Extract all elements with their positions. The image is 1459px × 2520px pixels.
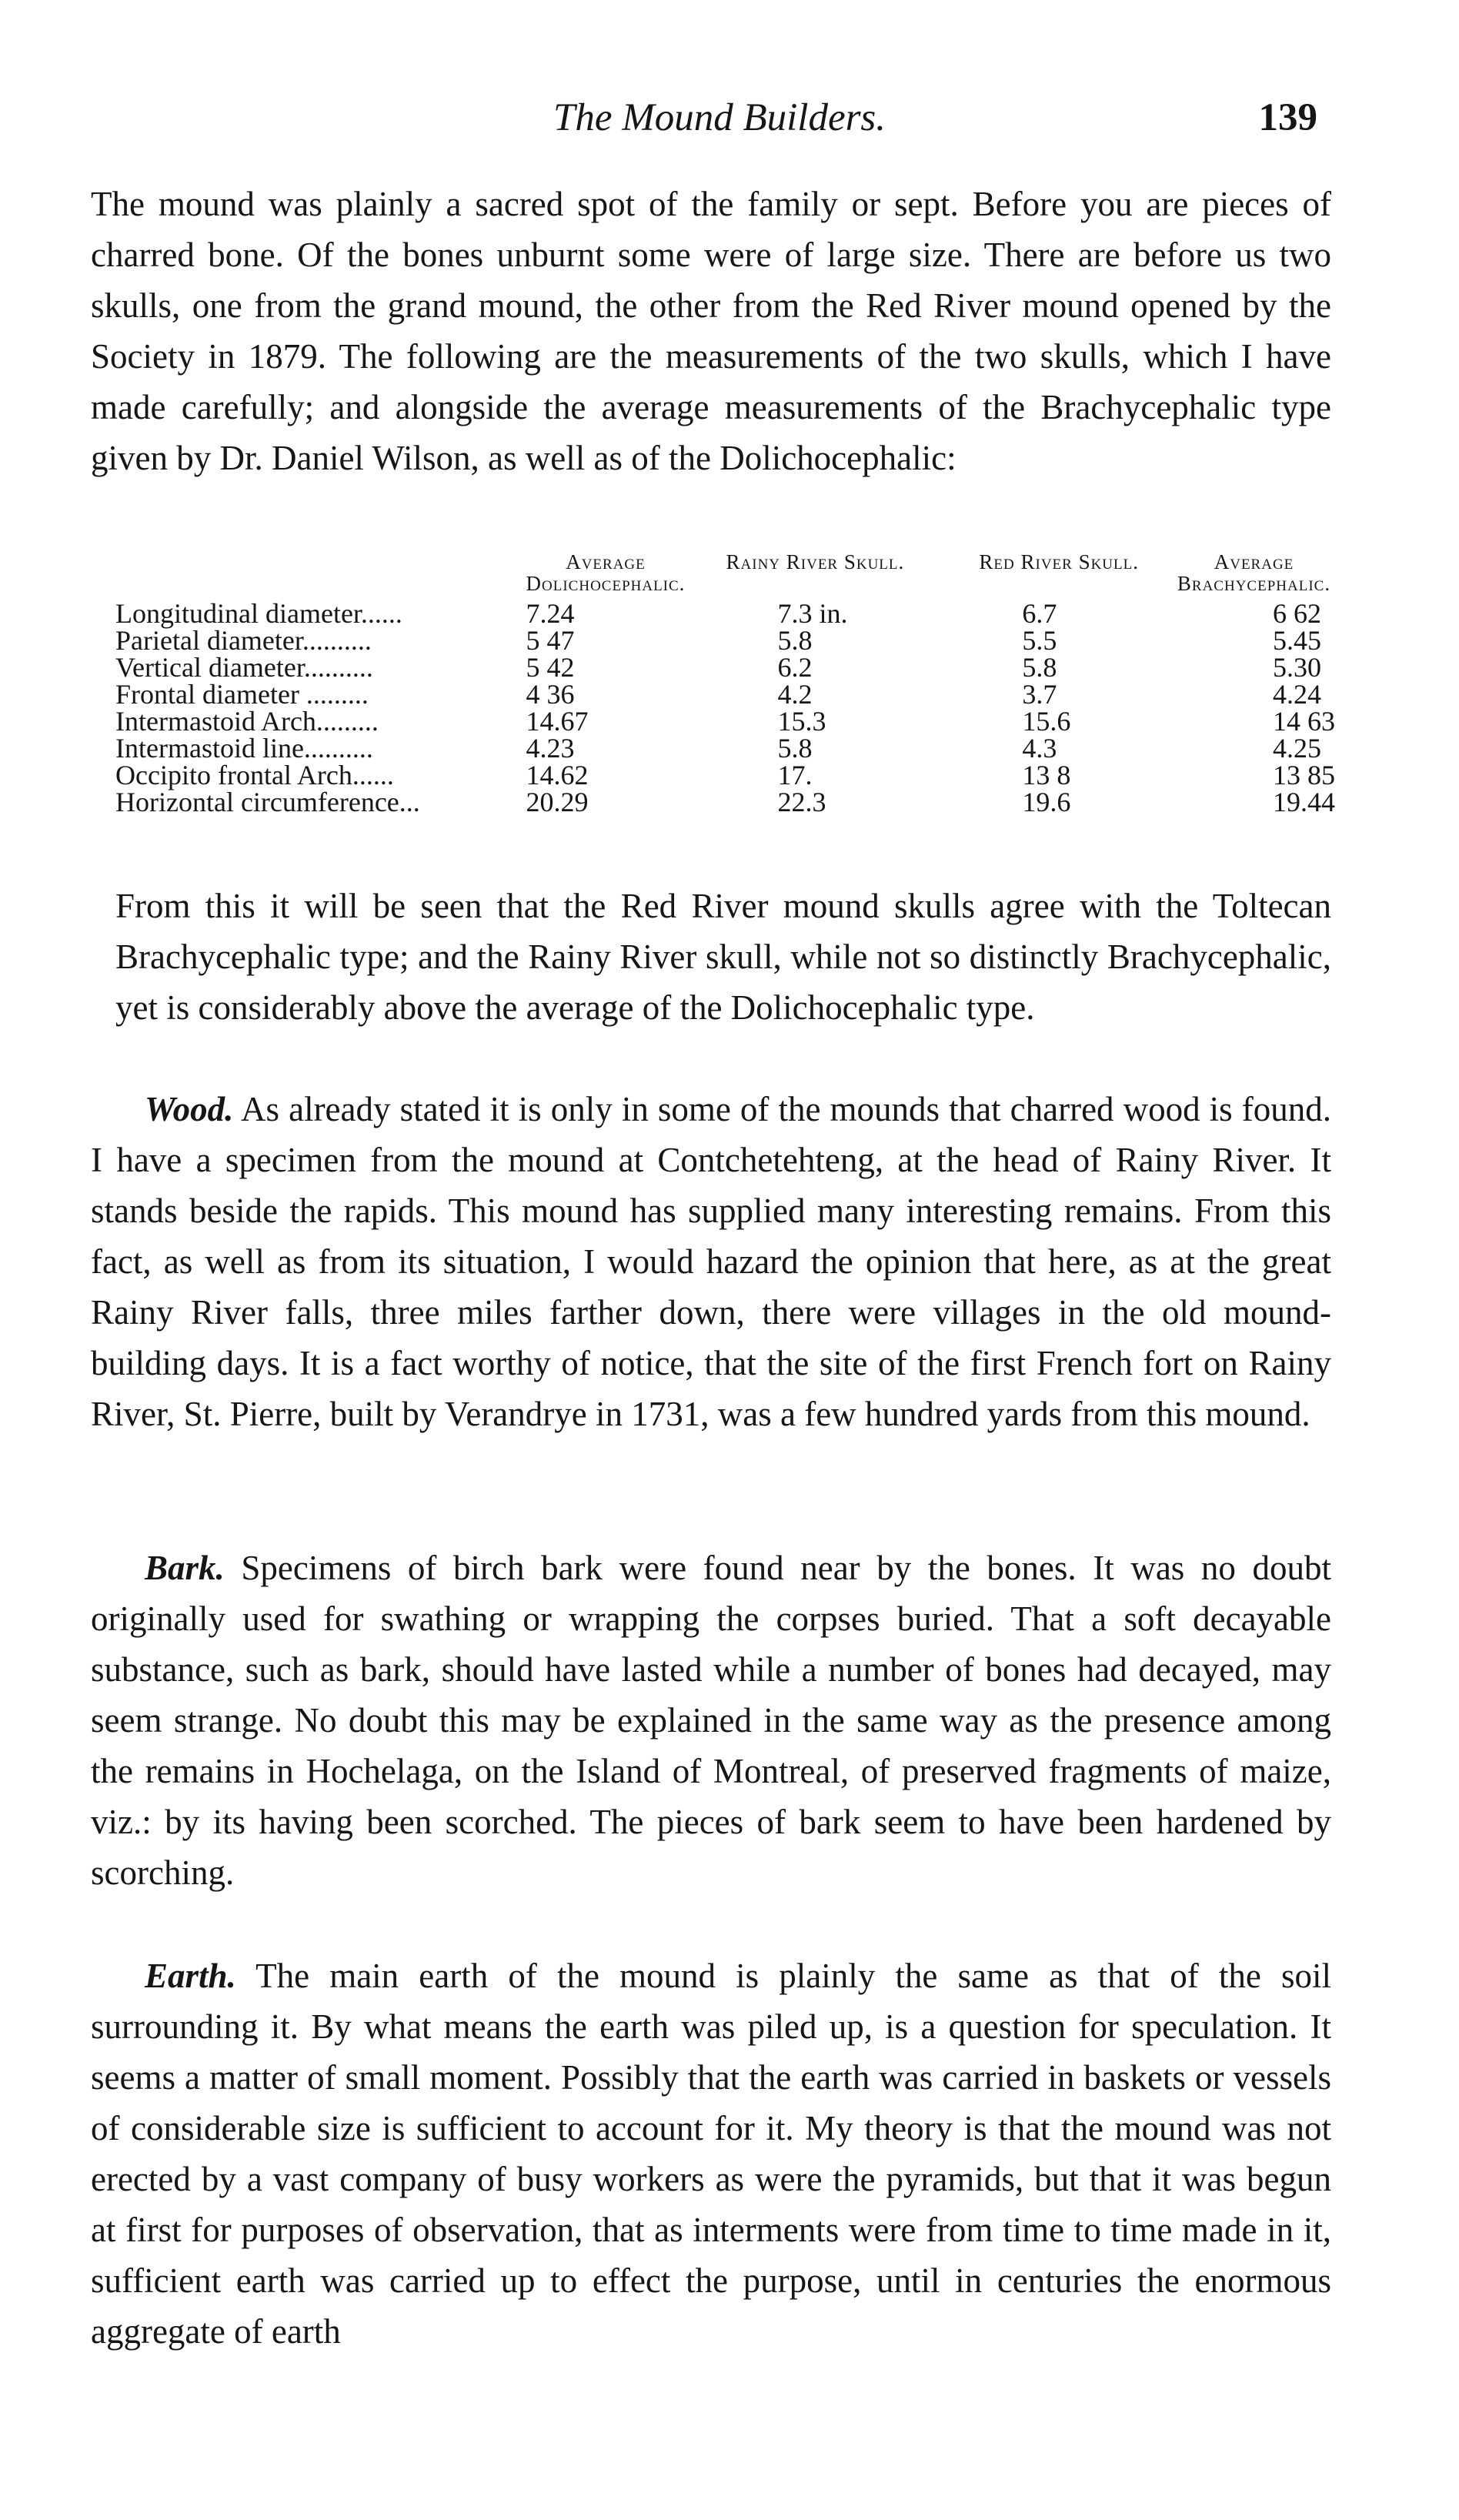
cell-red-river: 13 8 xyxy=(1022,760,1071,790)
paragraph-skulls-intro: The mound was plainly a sacred spot of the family or sept. Before you are pieces of charred bone. Of the bones unburnt some were of large size. There are before us two skulls, one from the grand mound, the other from the Red River mound opened by the Society in 1879. The following are the measurements of the two skulls, which I have made carefully; and alongside the average measurements of the Brachycephalic type given by Dr. Daniel Wilson, as well as of the Dolichocephalic: xyxy=(91,185,1331,477)
page-number: 139 xyxy=(1258,96,1317,139)
paragraph-bark-text: Specimens of birch bark were found near by the bones. It was no doubt originally used for swathing or wrapping the corpses buried. That a soft decayable substance, such as bark, should have lasted while a number of bones had decayed, may seem strange. No doubt this may be explained in the same way as the presence among the remains in Hochelaga, on the Island of Montreal, of preserved fragments of maize, viz.: by its having been scorched. The pieces of bark seem to have been hardened by scorching. xyxy=(91,1549,1331,1892)
cell-avg-dolichocephalic: 4.23 xyxy=(526,733,575,764)
cell-rainy-river: 22.3 xyxy=(777,787,826,817)
cell-avg-brachycephalic: 6 62 xyxy=(1273,598,1321,629)
cell-avg-dolichocephalic: 4 36 xyxy=(526,679,575,710)
table-row xyxy=(115,600,1335,627)
cell-rainy-river: 6.2 xyxy=(777,652,813,683)
cell-red-river: 3.7 xyxy=(1022,679,1057,710)
table-header-avg-dolichocephalic: Average Dolichocephalic. xyxy=(526,550,686,595)
runin-heading-wood: Wood. xyxy=(145,1090,234,1128)
table-row xyxy=(115,708,1335,735)
cell-avg-brachycephalic: 14 63 xyxy=(1273,706,1335,737)
cell-rainy-river: 4.2 xyxy=(777,679,813,710)
row-label: Frontal diameter ......... xyxy=(115,679,369,710)
cell-avg-brachycephalic: 5.45 xyxy=(1273,625,1321,656)
paragraph-conclusion: From this it will be seen that the Red River mound skulls agree with the Toltecan Brachycephalic type; and the Rainy River skull, while not so distinctly Brachycephalic, yet is considerably above the average of the Dolichocephalic type. xyxy=(115,887,1331,1027)
cell-avg-brachycephalic: 19.44 xyxy=(1273,787,1335,817)
row-label: Vertical diameter.......... xyxy=(115,652,373,683)
row-label: Intermastoid line.......... xyxy=(115,733,373,764)
cell-avg-brachycephalic: 13 85 xyxy=(1273,760,1335,790)
cell-avg-dolichocephalic: 14.62 xyxy=(526,760,589,790)
row-label: Longitudinal diameter...... xyxy=(115,598,402,629)
cell-avg-dolichocephalic: 5 47 xyxy=(526,625,575,656)
cell-rainy-river: 5.8 xyxy=(777,625,813,656)
row-label: Occipito frontal Arch...... xyxy=(115,760,394,790)
cell-avg-dolichocephalic: 20.29 xyxy=(526,787,589,817)
cell-avg-brachycephalic: 5.30 xyxy=(1273,652,1321,683)
table-row xyxy=(115,627,1335,654)
cell-avg-dolichocephalic: 14.67 xyxy=(526,706,589,737)
paragraph-wood-text: As already stated it is only in some of the mounds that charred wood is found. I have a specimen from the mound at Contchetehteng, at the head of Rainy River. It stands beside the rapids. This mound has supplied many interesting remains. From this fact, as well as from its situation, I would hazard the opinion that here, as at the great Rainy River falls, three miles farther down, there were villages in the old mound-building days. It is a fact worthy of notice, that the site of the first French fort on Rainy River, St. Pierre, built by Verandrye in 1731, was a few hundred yards from this mound. xyxy=(91,1090,1331,1433)
cell-red-river: 19.6 xyxy=(1022,787,1071,817)
cell-red-river: 4.3 xyxy=(1022,733,1057,764)
paragraph-bark xyxy=(91,1542,1331,1898)
cell-avg-brachycephalic: 4.24 xyxy=(1273,679,1321,710)
table-header-avg-brachycephalic: Average Brachycephalic. xyxy=(1177,550,1331,595)
cell-red-river: 5.5 xyxy=(1022,625,1057,656)
paragraph-wood xyxy=(91,1084,1331,1439)
table-row xyxy=(115,762,1335,789)
table-row xyxy=(115,735,1335,762)
table-row xyxy=(115,654,1335,681)
runin-heading-bark: Bark. xyxy=(145,1549,225,1587)
table-row xyxy=(115,789,1335,816)
table-header-row xyxy=(115,551,1335,600)
table-header-rainy-river-skull: Rainy River Skull. xyxy=(726,550,905,573)
cell-rainy-river: 15.3 xyxy=(777,706,826,737)
table-header-label xyxy=(115,551,526,600)
cell-avg-brachycephalic: 4.25 xyxy=(1273,733,1321,764)
runin-heading-earth: Earth. xyxy=(145,1957,236,1995)
page-header xyxy=(115,95,1324,149)
cell-red-river: 6.7 xyxy=(1022,598,1057,629)
cell-red-river: 15.6 xyxy=(1022,706,1071,737)
skull-measurements-table xyxy=(115,551,1335,816)
row-label: Intermastoid Arch......... xyxy=(115,706,379,737)
cell-avg-dolichocephalic: 7.24 xyxy=(526,598,575,629)
table-row xyxy=(115,681,1335,708)
running-title: The Mound Builders. xyxy=(553,96,886,139)
cell-rainy-river: 17. xyxy=(777,760,813,790)
cell-avg-dolichocephalic: 5 42 xyxy=(526,652,575,683)
cell-rainy-river: 7.3 in. xyxy=(777,598,848,629)
row-label: Parietal diameter.......... xyxy=(115,625,372,656)
paragraph-earth xyxy=(91,1950,1331,2357)
cell-red-river: 5.8 xyxy=(1022,652,1057,683)
row-label: Horizontal circumference... xyxy=(115,787,420,817)
paragraph-earth-text: The main earth of the mound is plainly the same as that of the soil surrounding it. By what means the earth was piled up, is a question for speculation. It seems a matter of small moment. Possibly that the earth was carried in baskets or vessels of considerable size is sufficient to account for it. My theory is that the mound was not erected by a vast company of busy workers as were the pyramids, but that it was begun at first for purposes of observation, that as interments were from time to time made in it, sufficient earth was carried up to effect the purpose, until in centuries the enormous aggregate of earth xyxy=(91,1957,1331,2351)
table-header-red-river-skull: Red River Skull. xyxy=(979,550,1139,573)
cell-rainy-river: 5.8 xyxy=(777,733,813,764)
